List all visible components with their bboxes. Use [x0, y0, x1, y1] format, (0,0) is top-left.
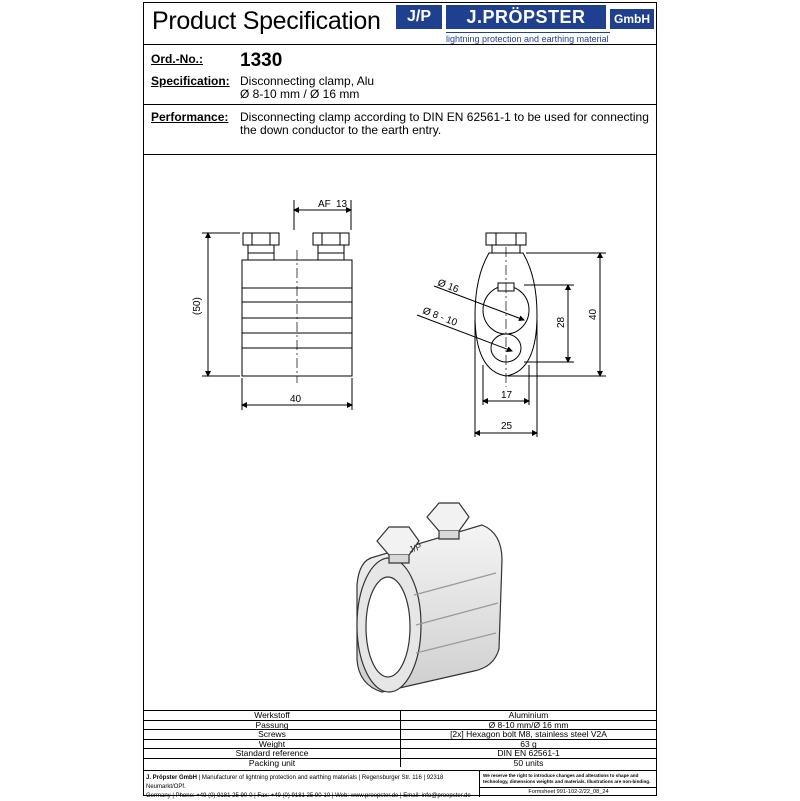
svg-text:J/P: J/P [407, 541, 423, 555]
property-row [144, 711, 656, 721]
performance-line-1: Disconnecting clamp according to DIN EN 62561-1 to be used for connecting [240, 110, 649, 124]
property-value: [2x] Hexagon bolt M8, stainless steel V2A [401, 730, 657, 740]
drawing-svg [144, 155, 656, 711]
specification-line-2: Ø 8-10 mm / Ø 16 mm [240, 87, 360, 101]
dim-dia-large: Ø 16 [435, 277, 461, 296]
clamp-3d-illustration [357, 503, 502, 692]
property-key: Standard reference [144, 749, 401, 759]
dim-height: (50) [192, 297, 203, 315]
specification-label: Specification: [151, 74, 230, 88]
property-value: DIN EN 62561-1 [401, 749, 657, 759]
footer-disclaimer-box [479, 771, 657, 797]
front-view [202, 200, 352, 410]
dim-25: 25 [501, 421, 513, 432]
property-value: 50 units [401, 758, 657, 767]
logo-company-name: J.PRÖPSTER [446, 5, 606, 29]
bolt-head-left [243, 233, 279, 245]
property-key: Weight [144, 739, 401, 749]
dim-width-front: 40 [290, 394, 302, 405]
order-spec-section [144, 44, 656, 105]
order-number: 1330 [240, 50, 283, 71]
side-view [417, 233, 606, 437]
performance-label: Performance: [151, 110, 229, 124]
technical-drawing [144, 155, 656, 711]
page-title: Product Specification [152, 7, 381, 35]
performance-line-2: the down conductor to the earth entry. [240, 123, 442, 137]
footer-line-1: | Manufacturer of lightning protection and earthing materials | Regensburger Str. 116 | 92318 Neumarkt/OPf. [146, 775, 444, 790]
dim-af-label: AF [318, 199, 331, 210]
property-key: Werkstoff [144, 711, 401, 721]
property-key: Passung [144, 720, 401, 730]
product-sheet [143, 2, 657, 799]
formsheet-number: Formsheet 991-102-2/22_08_24 [480, 787, 657, 795]
order-number-label: Ord.-No.: [151, 52, 203, 66]
header [144, 3, 656, 45]
performance-section [144, 104, 656, 155]
property-key: Packing unit [144, 758, 401, 767]
properties-table [144, 710, 656, 767]
footer-company-info [146, 774, 476, 801]
bolt-head-side [486, 233, 526, 245]
footer-disclaimer: We reserve the right to introduce changes and alterations to shape and technology, dimensions weights and materials. Illustrations are non-binding. [483, 773, 651, 784]
dim-af-value: 13 [336, 199, 348, 210]
property-row [144, 758, 656, 767]
footer-line-2: Germany | Phone: +49 (0) 9181 25 90-0 | Fax: +49 (0) 9181 25 90-10 | Web: www.proepster.de | Email: info@proepster.de [146, 793, 471, 799]
dim-28: 28 [556, 316, 567, 328]
footer [144, 770, 656, 797]
dim-dia-small: Ø 8 - 10 [420, 305, 459, 329]
footer-company-name: J. Pröpster GmbH [146, 775, 198, 781]
logo-gmbh: GmbH [610, 9, 654, 29]
property-key: Screws [144, 730, 401, 740]
property-value: Ø 8-10 mm/Ø 16 mm [401, 720, 657, 730]
property-value: 63 g [401, 739, 657, 749]
property-row [144, 739, 656, 749]
property-value: Aluminium [401, 711, 657, 721]
bolt-head-right [313, 233, 349, 245]
logo-tagline: lightning protection and earthing material [446, 34, 609, 44]
logo-mark: J/P [396, 5, 442, 29]
property-row [144, 730, 656, 740]
dim-40: 40 [588, 308, 599, 320]
specification-line-1: Disconnecting clamp, Alu [240, 74, 375, 88]
dim-17: 17 [501, 390, 513, 401]
property-row [144, 749, 656, 759]
